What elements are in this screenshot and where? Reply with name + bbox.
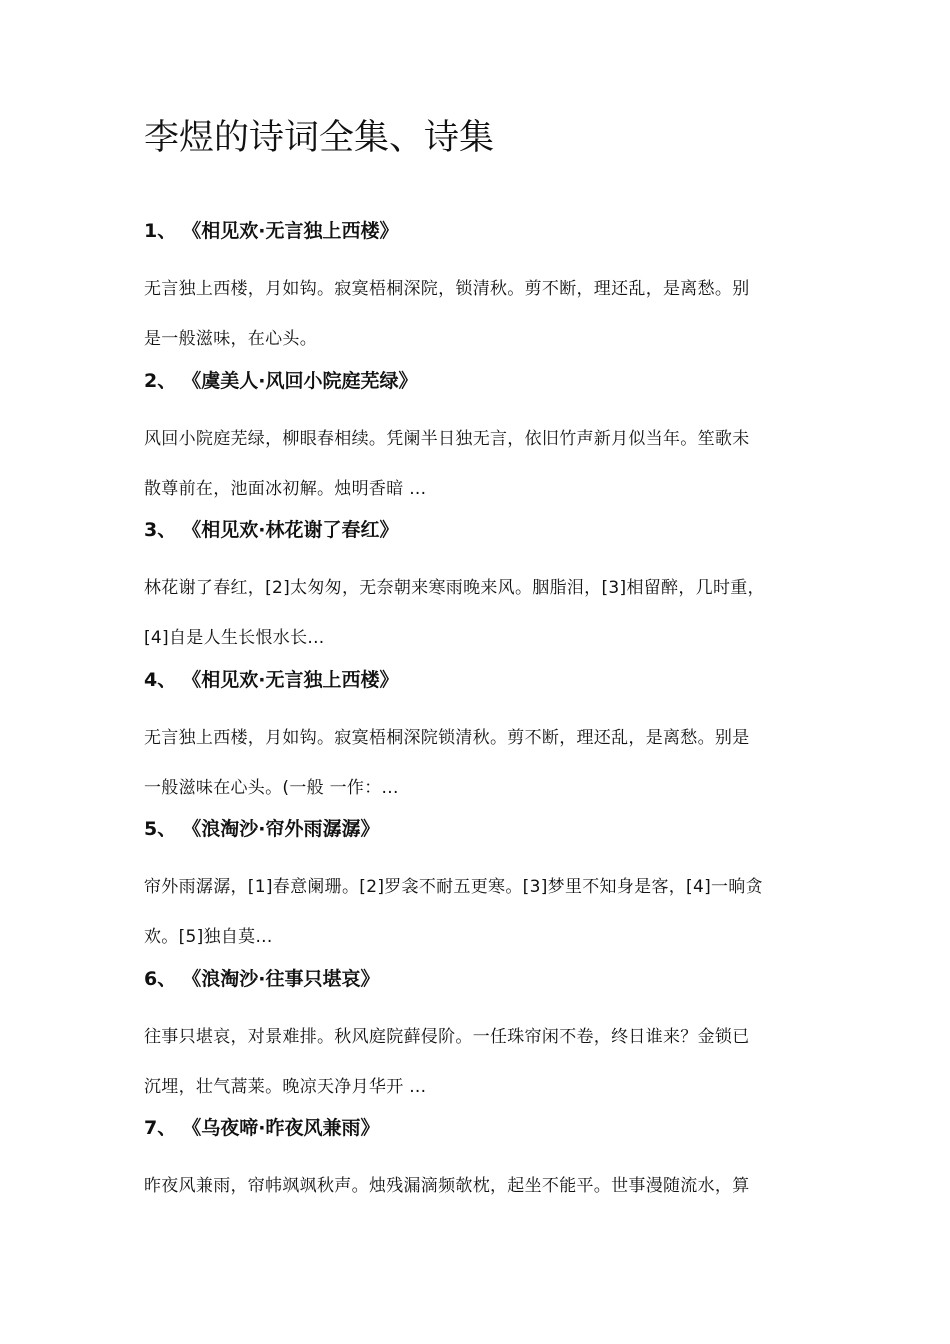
poem-title: 《相见欢·无言独上西楼》 <box>182 220 399 242</box>
poem-title: 《浪淘沙·帘外雨潺潺》 <box>182 818 380 840</box>
poem-title: 《虞美人·风回小院庭芜绿》 <box>182 369 418 392</box>
poem-number: 7、 <box>144 1117 177 1139</box>
poem-excerpt <box>144 862 816 962</box>
poem-entry <box>144 364 816 514</box>
poem-heading <box>144 214 816 248</box>
poem-list <box>144 214 816 1261</box>
poem-excerpt <box>144 414 816 514</box>
poem-excerpt-line: 沉埋，壮气蒿莱。晚凉天净月华开 ... <box>144 1076 427 1097</box>
poem-excerpt-line: 帘外雨潺潺，[1]春意阑珊。[2]罗衾不耐五更寒。[3]梦里不知身是客，[4]一晌贪 <box>144 877 763 897</box>
poem-excerpt <box>144 713 816 813</box>
poem-excerpt-line: 林花谢了春红，[2]太匆匆，无奈朝来寒雨晚来风。胭脂泪，[3]相留醉，几时重， <box>144 578 765 598</box>
poem-title: 《浪淘沙·往事只堪哀》 <box>182 967 380 990</box>
poem-entry <box>144 962 816 1112</box>
poem-excerpt-line: 往事只堪哀，对景难排。秋风庭院藓侵阶。一任珠帘闲不卷，终日谁来？金锁已 <box>144 1026 750 1047</box>
poem-heading <box>144 663 816 697</box>
poem-excerpt-line: 一般滋味在心头。(一般 一作：... <box>144 777 399 798</box>
poem-entry <box>144 214 816 364</box>
poem-entry <box>144 513 816 663</box>
poem-excerpt <box>144 1161 816 1211</box>
poem-number: 3、 <box>144 519 177 541</box>
poem-number: 4、 <box>144 668 177 691</box>
poem-number: 1、 <box>144 220 177 242</box>
poem-entry <box>144 812 816 962</box>
poem-number: 2、 <box>144 369 177 392</box>
poem-entry <box>144 1111 816 1261</box>
poem-title: 《相见欢·无言独上西楼》 <box>182 668 399 691</box>
poem-entry <box>144 663 816 813</box>
poem-excerpt-line: 欢。[5]独自莫... <box>144 927 273 947</box>
poem-heading <box>144 1111 816 1145</box>
poem-excerpt-line: 是一般滋味，在心头。 <box>144 329 317 349</box>
poem-excerpt-line: 昨夜风兼雨，帘帏飒飒秋声。烛残漏滴频欹枕，起坐不能平。世事漫随流水，算 <box>144 1176 750 1196</box>
poem-excerpt-line: 散尊前在，池面冰初解。烛明香暗 ... <box>144 478 427 499</box>
poem-heading <box>144 364 816 398</box>
poem-excerpt <box>144 563 816 663</box>
poem-excerpt-line: 风回小院庭芜绿，柳眼春相续。凭阑半日独无言，依旧竹声新月似当年。笙歌未 <box>144 428 750 449</box>
poem-excerpt-line: 无言独上西楼，月如钩。寂寞梧桐深院锁清秋。剪不断，理还乱，是离愁。别是 <box>144 727 750 748</box>
poem-excerpt <box>144 264 816 364</box>
poem-title: 《相见欢·林花谢了春红》 <box>182 519 399 541</box>
poem-excerpt <box>144 1012 816 1112</box>
poem-number: 6、 <box>144 967 177 990</box>
poem-heading <box>144 513 816 547</box>
poem-heading <box>144 962 816 996</box>
poem-excerpt-line: 无言独上西楼，月如钩。寂寞梧桐深院，锁清秋。剪不断，理还乱，是离愁。别 <box>144 279 750 299</box>
poem-excerpt-line: [4]自是人生长恨水长... <box>144 628 325 648</box>
document-title: 李煜的诗词全集、诗集 <box>144 118 495 158</box>
poem-title: 《乌夜啼·昨夜风兼雨》 <box>182 1117 380 1139</box>
poem-number: 5、 <box>144 818 177 840</box>
poem-heading <box>144 812 816 846</box>
